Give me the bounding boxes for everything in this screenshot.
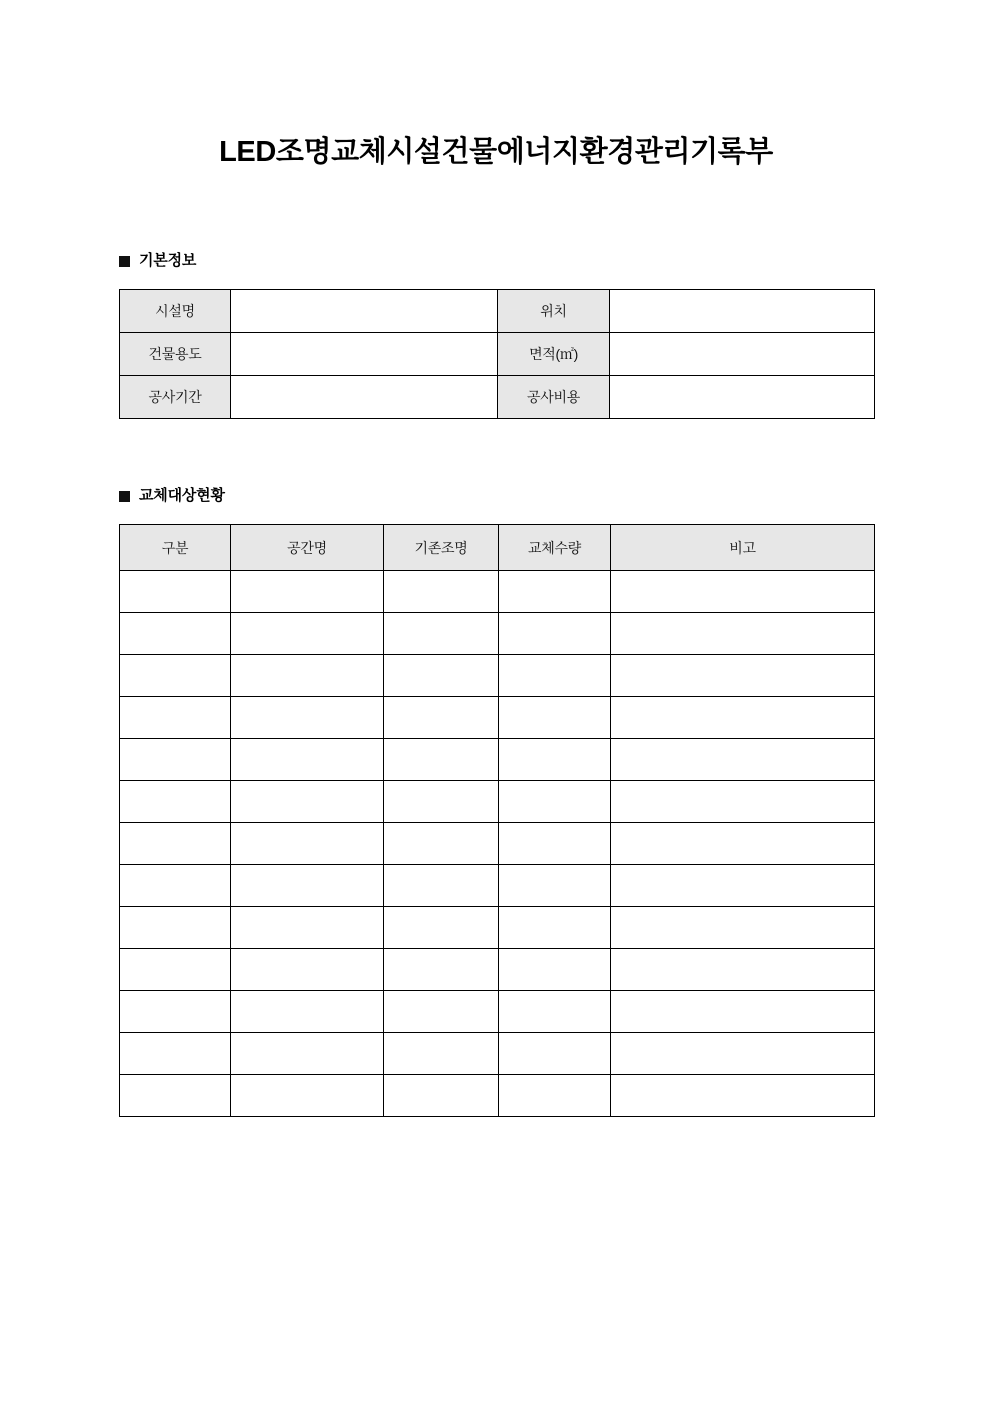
- cell-category[interactable]: [120, 1075, 231, 1117]
- cell-category[interactable]: [120, 613, 231, 655]
- cell-remarks[interactable]: [611, 907, 875, 949]
- filled-square-bullet-icon: [119, 256, 130, 267]
- field-label-location: 위치: [498, 290, 610, 333]
- cell-existing-lighting[interactable]: [384, 991, 499, 1033]
- cell-space-name[interactable]: [231, 949, 384, 991]
- target-status-table: [119, 524, 875, 1117]
- cell-category[interactable]: [120, 823, 231, 865]
- cell-replacement-quantity[interactable]: [499, 949, 611, 991]
- cell-existing-lighting[interactable]: [384, 907, 499, 949]
- cell-category[interactable]: [120, 739, 231, 781]
- target-status-table-body: [120, 571, 875, 1117]
- cell-existing-lighting[interactable]: [384, 655, 499, 697]
- cell-replacement-quantity[interactable]: [499, 739, 611, 781]
- section-heading-target-status: [119, 486, 225, 506]
- cell-replacement-quantity[interactable]: [499, 697, 611, 739]
- cell-replacement-quantity[interactable]: [499, 1075, 611, 1117]
- field-label-construction-cost: 공사비용: [498, 376, 610, 419]
- field-value-area[interactable]: [610, 333, 875, 376]
- column-header-replacement-quantity: 교체수량: [499, 525, 611, 571]
- cell-replacement-quantity[interactable]: [499, 991, 611, 1033]
- filled-square-bullet-icon: [119, 491, 130, 502]
- cell-existing-lighting[interactable]: [384, 739, 499, 781]
- cell-space-name[interactable]: [231, 655, 384, 697]
- cell-remarks[interactable]: [611, 571, 875, 613]
- cell-space-name[interactable]: [231, 991, 384, 1033]
- cell-existing-lighting[interactable]: [384, 823, 499, 865]
- cell-replacement-quantity[interactable]: [499, 781, 611, 823]
- cell-replacement-quantity[interactable]: [499, 655, 611, 697]
- table-row: [120, 823, 875, 865]
- page-title: LED조명교체시설건물에너지환경관리기록부: [219, 136, 773, 168]
- table-row: [120, 376, 875, 419]
- table-row: [120, 333, 875, 376]
- field-value-construction-period[interactable]: [231, 376, 498, 419]
- field-label-building-use: 건물용도: [120, 333, 231, 376]
- cell-remarks[interactable]: [611, 613, 875, 655]
- column-header-remarks: 비고: [611, 525, 875, 571]
- cell-replacement-quantity[interactable]: [499, 823, 611, 865]
- column-header-existing-lighting: 기존조명: [384, 525, 499, 571]
- cell-existing-lighting[interactable]: [384, 781, 499, 823]
- table-row: [120, 907, 875, 949]
- table-row: [120, 991, 875, 1033]
- cell-existing-lighting[interactable]: [384, 613, 499, 655]
- field-label-construction-period: 공사기간: [120, 376, 231, 419]
- field-value-facility-name[interactable]: [231, 290, 498, 333]
- cell-space-name[interactable]: [231, 697, 384, 739]
- cell-remarks[interactable]: [611, 781, 875, 823]
- cell-remarks[interactable]: [611, 991, 875, 1033]
- cell-category[interactable]: [120, 949, 231, 991]
- field-value-location[interactable]: [610, 290, 875, 333]
- column-header-space-name: 공간명: [231, 525, 384, 571]
- field-label-facility-name: 시설명: [120, 290, 231, 333]
- cell-remarks[interactable]: [611, 823, 875, 865]
- cell-category[interactable]: [120, 1033, 231, 1075]
- cell-existing-lighting[interactable]: [384, 865, 499, 907]
- cell-existing-lighting[interactable]: [384, 571, 499, 613]
- table-row: [120, 949, 875, 991]
- cell-space-name[interactable]: [231, 1075, 384, 1117]
- cell-category[interactable]: [120, 907, 231, 949]
- cell-category[interactable]: [120, 697, 231, 739]
- table-row: [120, 1033, 875, 1075]
- section-heading-target-status-label: 교체대상현황: [139, 487, 225, 504]
- cell-remarks[interactable]: [611, 865, 875, 907]
- cell-replacement-quantity[interactable]: [499, 1033, 611, 1075]
- cell-existing-lighting[interactable]: [384, 949, 499, 991]
- table-row: [120, 697, 875, 739]
- table-row: [120, 739, 875, 781]
- cell-category[interactable]: [120, 571, 231, 613]
- section-heading-basic-info: [119, 251, 196, 271]
- cell-replacement-quantity[interactable]: [499, 571, 611, 613]
- cell-replacement-quantity[interactable]: [499, 907, 611, 949]
- field-value-building-use[interactable]: [231, 333, 498, 376]
- cell-remarks[interactable]: [611, 697, 875, 739]
- field-value-construction-cost[interactable]: [610, 376, 875, 419]
- basic-info-table: [119, 289, 875, 419]
- column-header-category: 구분: [120, 525, 231, 571]
- table-row: [120, 781, 875, 823]
- cell-existing-lighting[interactable]: [384, 697, 499, 739]
- cell-replacement-quantity[interactable]: [499, 865, 611, 907]
- cell-remarks[interactable]: [611, 655, 875, 697]
- cell-replacement-quantity[interactable]: [499, 613, 611, 655]
- cell-remarks[interactable]: [611, 949, 875, 991]
- cell-category[interactable]: [120, 865, 231, 907]
- section-heading-basic-info-label: 기본정보: [139, 252, 197, 269]
- field-label-area: 면적(㎡): [498, 333, 610, 376]
- cell-space-name[interactable]: [231, 613, 384, 655]
- cell-category[interactable]: [120, 781, 231, 823]
- cell-space-name[interactable]: [231, 823, 384, 865]
- cell-space-name[interactable]: [231, 1033, 384, 1075]
- cell-existing-lighting[interactable]: [384, 1033, 499, 1075]
- cell-category[interactable]: [120, 991, 231, 1033]
- table-row: [120, 655, 875, 697]
- table-row: [120, 1075, 875, 1117]
- cell-remarks[interactable]: [611, 739, 875, 781]
- cell-remarks[interactable]: [611, 1033, 875, 1075]
- table-row: [120, 290, 875, 333]
- table-header-row: [120, 525, 875, 571]
- cell-existing-lighting[interactable]: [384, 1075, 499, 1117]
- cell-space-name[interactable]: [231, 865, 384, 907]
- cell-space-name[interactable]: [231, 571, 384, 613]
- cell-space-name[interactable]: [231, 739, 384, 781]
- table-row: [120, 571, 875, 613]
- cell-category[interactable]: [120, 655, 231, 697]
- cell-remarks[interactable]: [611, 1075, 875, 1117]
- cell-space-name[interactable]: [231, 781, 384, 823]
- cell-space-name[interactable]: [231, 907, 384, 949]
- table-row: [120, 865, 875, 907]
- table-row: [120, 613, 875, 655]
